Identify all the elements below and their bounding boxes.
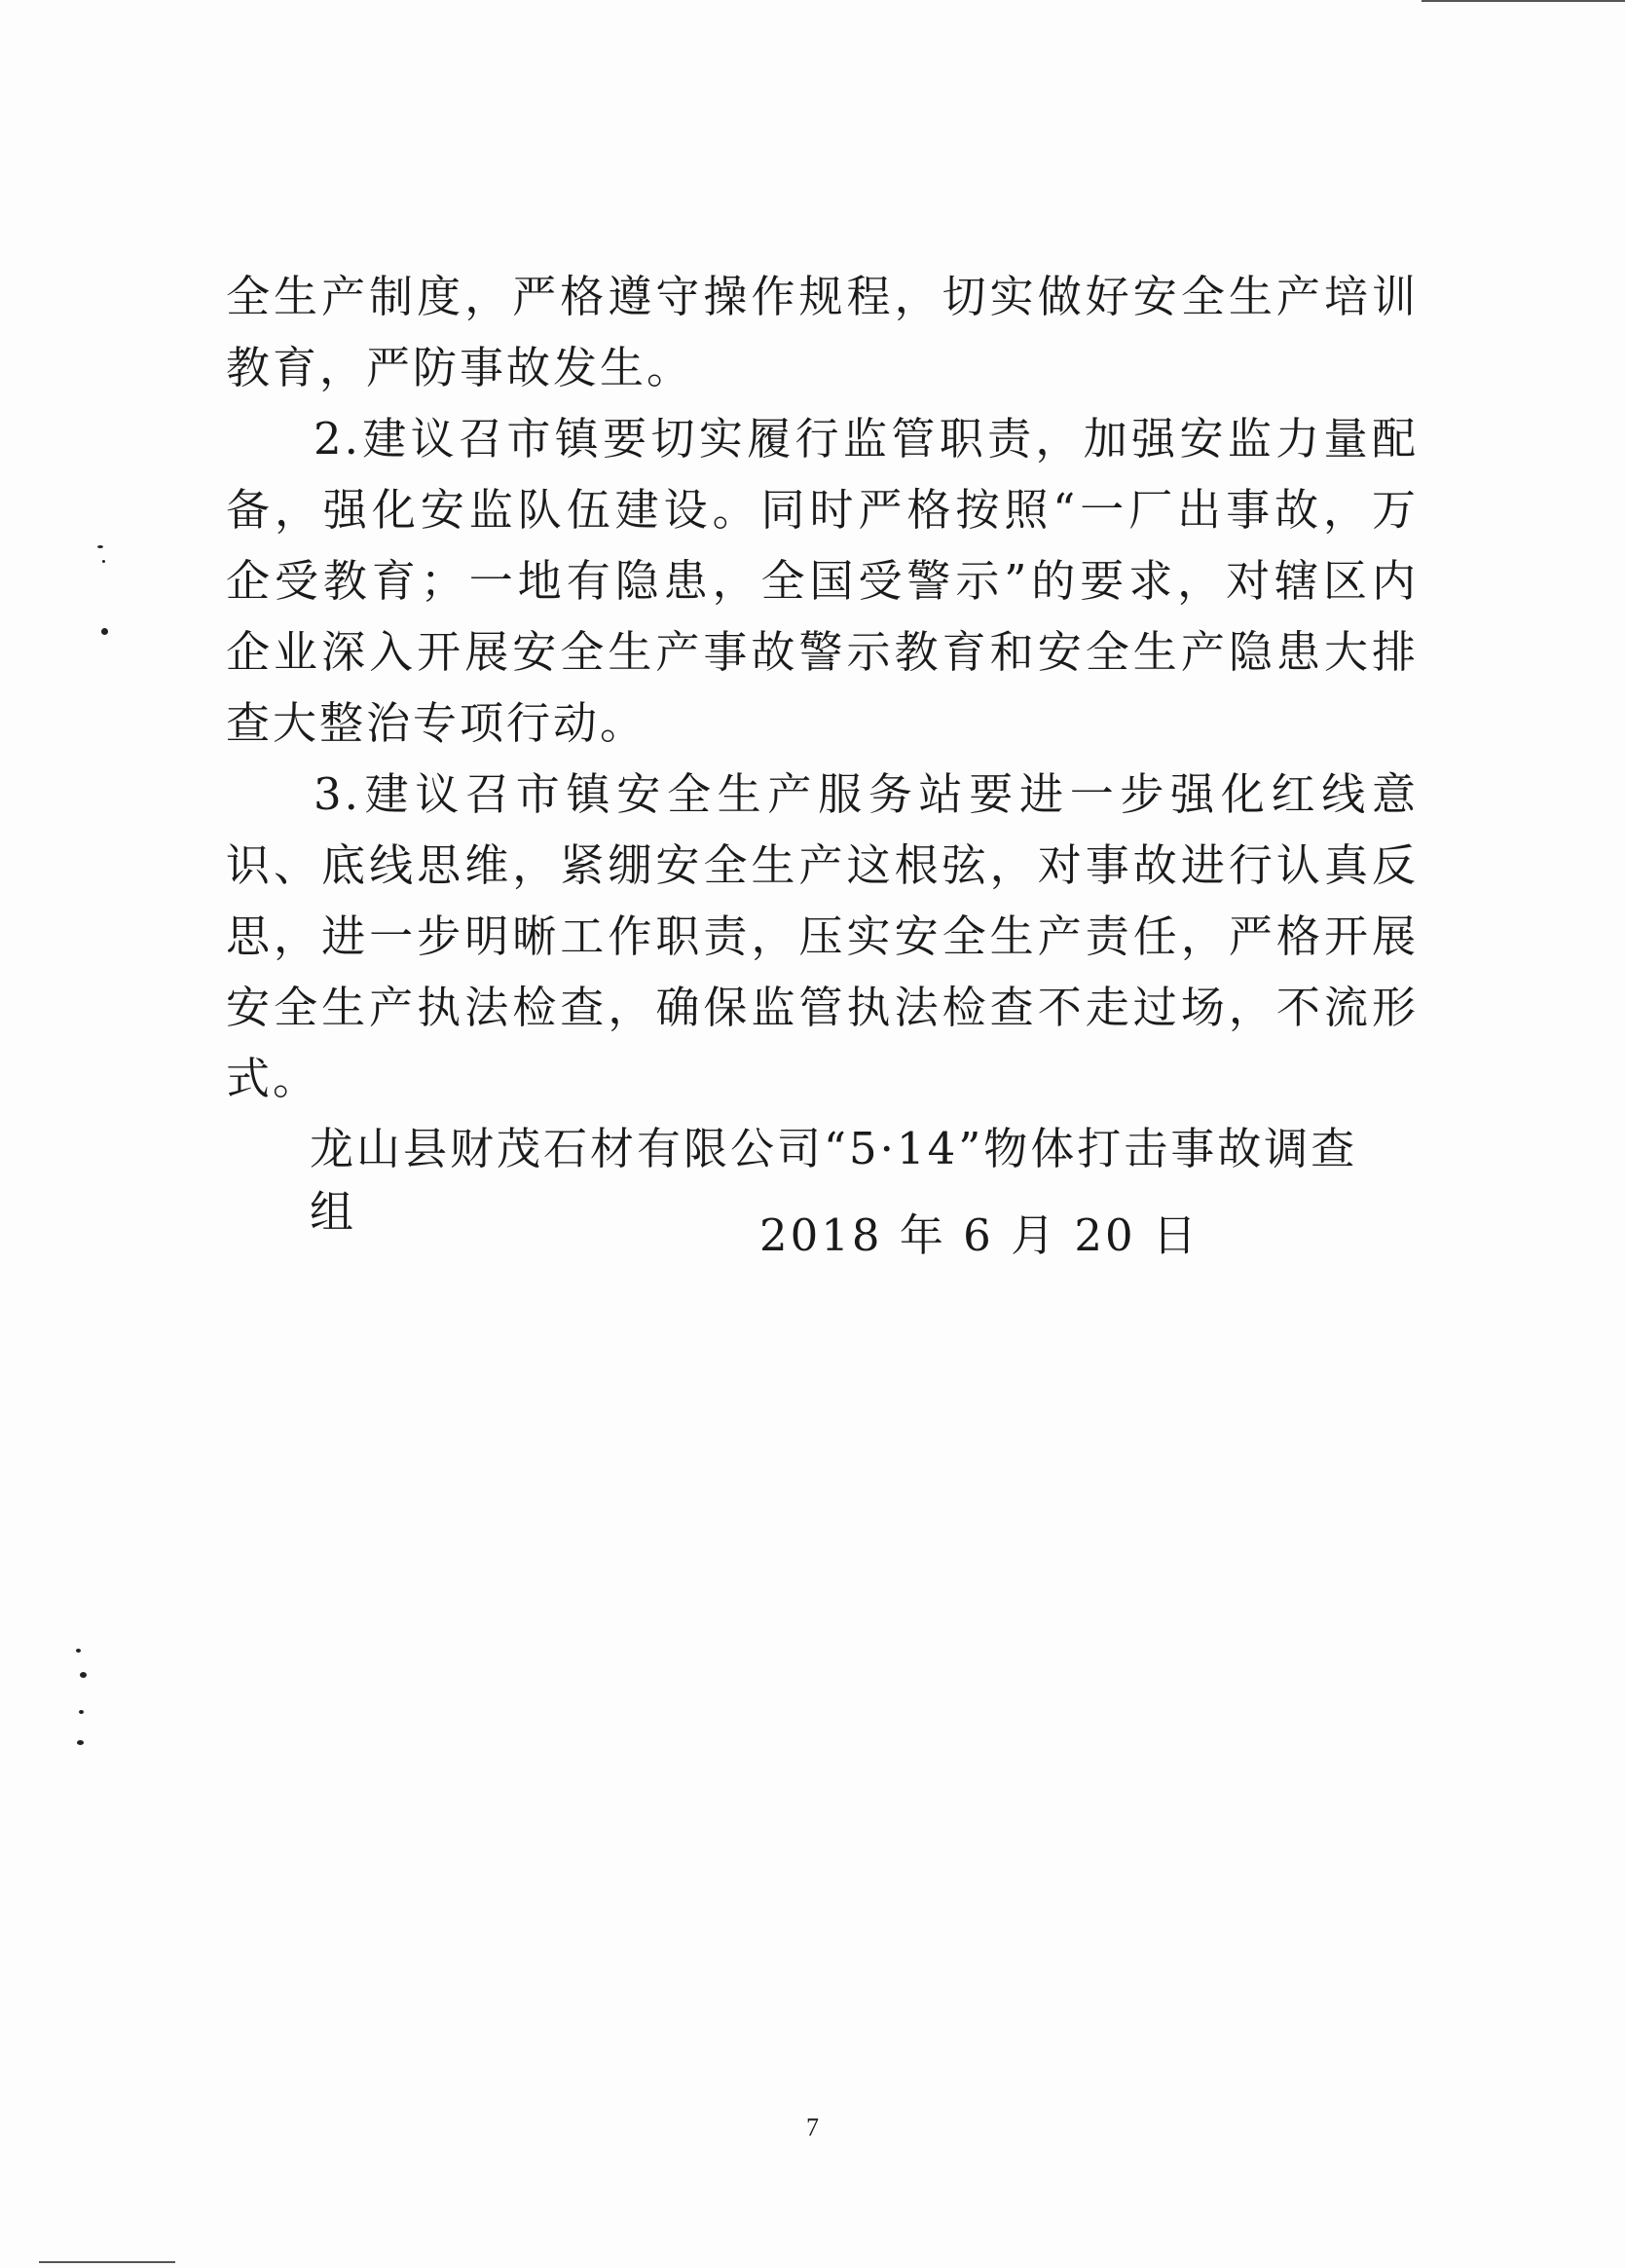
scan-edge-line-top — [1422, 0, 1625, 2]
scan-speck — [102, 560, 105, 563]
scan-speck — [80, 1672, 87, 1678]
scan-edge-line-bottom — [39, 2261, 175, 2263]
paragraph-item-2: 2.建议召市镇要切实履行监管职责，加强安监力量配备，强化安监队伍建设。同时严格按照“一厂出事故，万企受教育；一地有隐患，全国受警示”的要求，对辖区内企业深入开展安全生产事故警示教育和安全生产隐患大排查大整治专项行动。 — [226, 413, 1419, 749]
paragraph-item-3: 3.建议召市镇安全生产服务站要进一步强化红线意识、底线思维，紧绷安全生产这根弦，对事故进行认真反思，进一步明晰工作职责，压实安全生产责任，严格开展安全生产执法检查，确保监管执法检查不走过场，不流形式。 — [226, 768, 1419, 1104]
scan-speck — [79, 1710, 84, 1714]
signature-date: 2018 年 6 月 20 日 — [759, 1209, 1200, 1261]
signature-organization: 龙山县财茂石材有限公司“5·14”物体打击事故调查组 — [310, 1123, 1358, 1238]
scan-speck — [97, 545, 103, 548]
scan-speck — [77, 1740, 84, 1745]
scan-speck — [101, 628, 108, 635]
paragraph-continuation: 全生产制度，严格遵守操作规程，切实做好安全生产培训教育，严防事故发生。 — [226, 271, 1419, 393]
page-number: 7 — [806, 2113, 819, 2141]
scan-speck — [76, 1649, 81, 1653]
document-body — [226, 261, 1419, 1114]
